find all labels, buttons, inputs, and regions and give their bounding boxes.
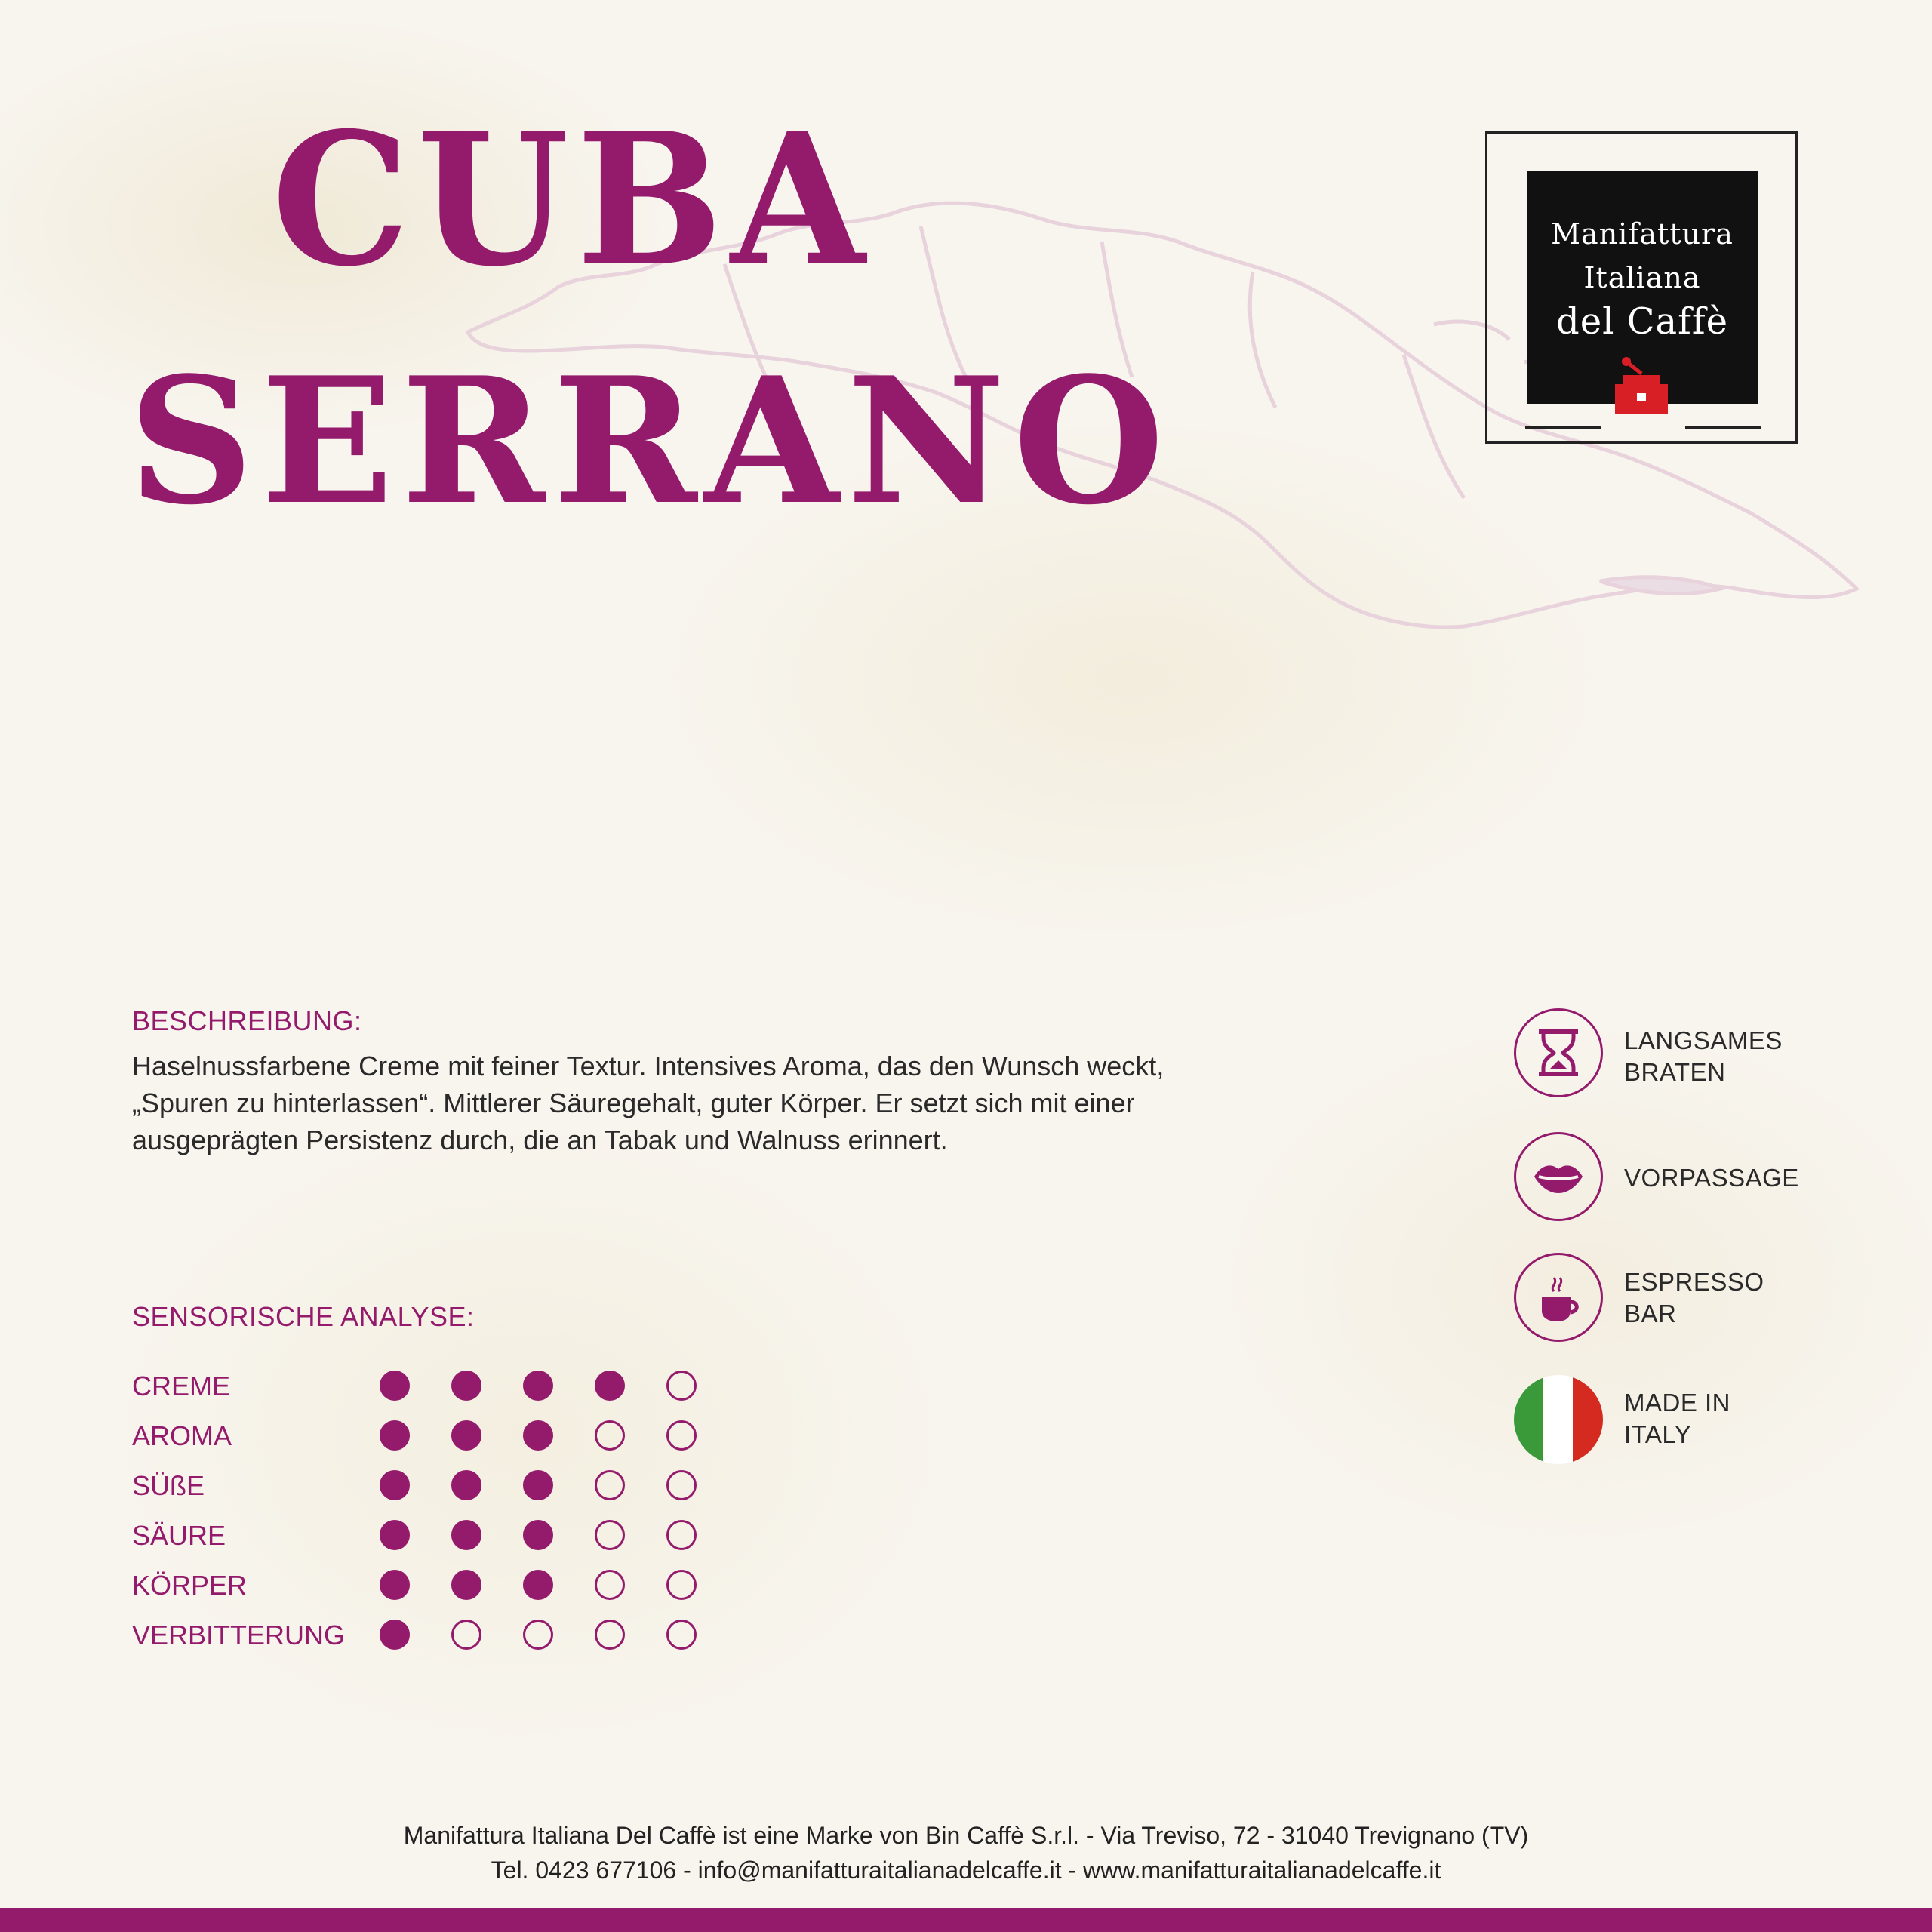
footer-company-line: Manifattura Italiana Del Caffè ist eine Marke von Bin Caffè S.r.l. - Via Treviso, 72 - 31040 Trevignano (TV)	[403, 1822, 1529, 1849]
product-title-line1: CUBA	[272, 93, 873, 307]
rating-label: CREME	[132, 1371, 231, 1401]
lips-icon	[1514, 1132, 1603, 1221]
bottom-accent-bar	[0, 1908, 1932, 1932]
rating-dot-filled	[380, 1520, 410, 1550]
rating-dot-empty	[595, 1520, 625, 1550]
rating-label: SÄURE	[132, 1520, 226, 1551]
logo-line-1: Manifattura	[1551, 217, 1734, 251]
rating-dot-empty	[523, 1620, 553, 1650]
feature-mouthfeel	[1514, 1132, 1891, 1226]
rating-row	[132, 1467, 811, 1505]
feature-made-in-italy	[1514, 1375, 1891, 1469]
rating-dot-filled	[523, 1570, 553, 1600]
rating-dot-filled	[380, 1620, 410, 1650]
rating-dot-filled	[380, 1570, 410, 1600]
feature-label-line2: BRATEN	[1624, 1058, 1726, 1086]
rating-dot-empty	[666, 1371, 697, 1401]
feature-label-line2: ITALY	[1624, 1420, 1692, 1448]
rating-dot-empty	[666, 1470, 697, 1500]
feature-label-line1: LANGSAMES	[1624, 1026, 1783, 1054]
rating-dot-empty	[666, 1620, 697, 1650]
coffee-cup-icon	[1514, 1253, 1603, 1342]
rating-dot-filled	[451, 1520, 481, 1550]
rating-dot-empty	[595, 1620, 625, 1650]
rating-dot-empty	[666, 1520, 697, 1550]
rating-dot-empty	[666, 1420, 697, 1451]
rating-row	[132, 1417, 811, 1455]
rating-row	[132, 1567, 811, 1604]
rating-label: KÖRPER	[132, 1570, 248, 1601]
italy-flag-icon	[1514, 1375, 1603, 1464]
description-heading: BESCHREIBUNG:	[132, 1005, 362, 1036]
rating-label: AROMA	[132, 1420, 232, 1451]
brand-logo	[1485, 131, 1798, 444]
rating-dot-empty	[595, 1470, 625, 1500]
feature-label-line2: BAR	[1624, 1300, 1677, 1327]
rating-dot-filled	[523, 1420, 553, 1451]
rating-dot-empty	[666, 1570, 697, 1600]
logo-line-3: del Caffè	[1555, 300, 1729, 343]
hourglass-icon	[1514, 1008, 1603, 1097]
rating-dot-filled	[523, 1371, 553, 1401]
feature-label-line1: VORPASSAGE	[1624, 1164, 1799, 1192]
rating-dot-filled	[451, 1470, 481, 1500]
rating-label: SÜßE	[132, 1470, 205, 1501]
rating-dot-filled	[380, 1371, 410, 1401]
footer-contact-line: Tel. 0423 677106 - info@manifatturaitalianadelcaffe.it - www.manifatturaitalianadelcaffe.it	[491, 1857, 1441, 1884]
rating-dot-filled	[380, 1420, 410, 1451]
rating-dot-empty	[595, 1420, 625, 1451]
description-text: Haselnussfarbene Creme mit feiner Textur. Intensives Aroma, das den Wunsch weckt, „Spuren zu hinterlassen“. Mittlerer Säuregehalt, guter Körper. Er setzt sich mit einer ausgeprägten Persistenz durch, die an Tabak und Walnuss erinnert.	[132, 1051, 1164, 1155]
coffee-grinder-icon	[1604, 346, 1679, 422]
rating-dot-empty	[595, 1570, 625, 1600]
rating-dot-filled	[451, 1570, 481, 1600]
rating-dot-filled	[380, 1470, 410, 1500]
logo-rule-left	[1525, 426, 1601, 429]
feature-slow-roast	[1514, 1008, 1891, 1102]
logo-line-2: Italiana	[1583, 261, 1701, 294]
feature-label-line1: ESPRESSO	[1624, 1268, 1764, 1296]
rating-row	[132, 1617, 811, 1654]
rating-dot-filled	[451, 1420, 481, 1451]
product-title-line2: SERRANO	[128, 340, 1172, 543]
rating-dot-filled	[595, 1371, 625, 1401]
rating-dot-filled	[523, 1520, 553, 1550]
rating-row	[132, 1517, 811, 1555]
rating-dot-filled	[523, 1470, 553, 1500]
rating-label: VERBITTERUNG	[132, 1620, 346, 1651]
rating-dot-empty	[451, 1620, 481, 1650]
logo-rule-right	[1685, 426, 1761, 429]
analysis-heading: SENSORISCHE ANALYSE:	[132, 1301, 475, 1332]
feature-espresso-bar	[1514, 1253, 1891, 1346]
feature-label-line1: MADE IN	[1624, 1389, 1731, 1417]
rating-dot-filled	[451, 1371, 481, 1401]
rating-row	[132, 1367, 811, 1405]
